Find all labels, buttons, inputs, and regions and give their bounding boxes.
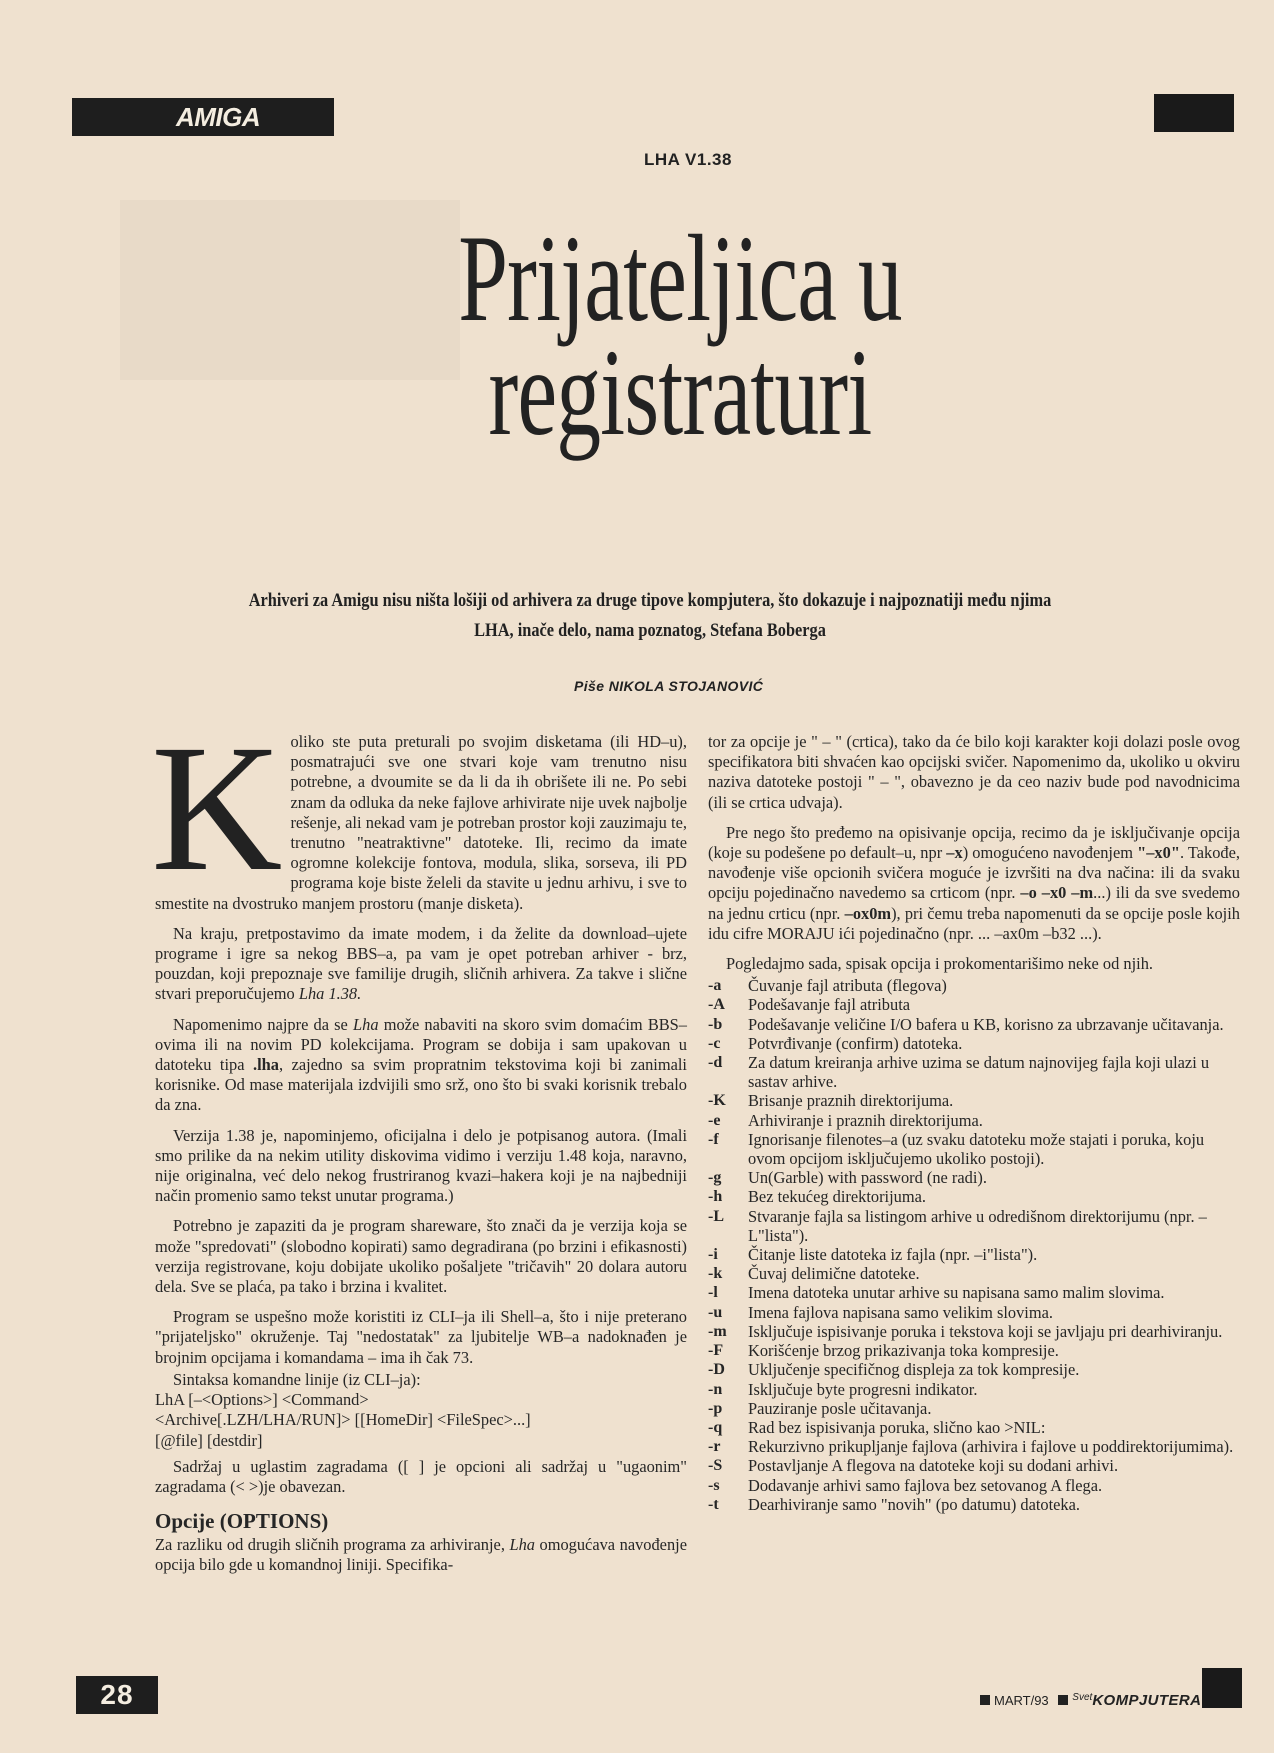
option-description: Isključuje ispisivanje poruka i tekstova koji se javljaju pri dearhiviranju. bbox=[748, 1321, 1223, 1341]
drop-cap: K bbox=[151, 708, 283, 909]
option-row bbox=[708, 1207, 1240, 1245]
square-bullet-icon bbox=[980, 1695, 990, 1705]
option-description: Dodavanje arhivi samo fajlova bez setovanog A flega. bbox=[748, 1475, 1103, 1495]
syntax-line-2: <Archive[.LZH/LHA/RUN]> [[HomeDir] <FileSpec>...] bbox=[155, 1410, 531, 1430]
right-column bbox=[708, 732, 1240, 1514]
corner-block bbox=[1202, 1668, 1242, 1708]
option-key: -u bbox=[708, 1303, 723, 1321]
emphasis: Lha bbox=[353, 1014, 379, 1034]
option-key: -d bbox=[708, 1054, 723, 1072]
option-row bbox=[708, 1360, 1240, 1379]
deck-line-2: LHA, inače delo, nama poznatog, Stefana Boberga bbox=[474, 620, 826, 641]
byline: Piše NIKOLA STOJANOVIĆ bbox=[574, 678, 764, 694]
option-row bbox=[708, 995, 1240, 1014]
emphasis: Lha bbox=[509, 1535, 535, 1555]
paragraph: Sintaksa komandne linije (iz CLI–ja): bbox=[173, 1369, 421, 1389]
option-key: -e bbox=[708, 1111, 721, 1129]
option-row bbox=[708, 1380, 1240, 1399]
bold-text: –x bbox=[946, 843, 963, 863]
option-key: -k bbox=[708, 1265, 723, 1283]
paragraph bbox=[151, 708, 687, 914]
headline bbox=[450, 210, 911, 461]
option-row bbox=[708, 1456, 1240, 1475]
option-key: -K bbox=[708, 1092, 726, 1110]
article-kicker: LHA V1.38 bbox=[644, 150, 732, 169]
option-description: Imena fajlova napisana samo velikim slovima. bbox=[748, 1302, 1053, 1322]
bold-text: "–x0" bbox=[1137, 843, 1180, 863]
paragraph-text: ), pri čemu treba napomenuti da se opcije posle kojih idu cifre MORAJU ići pojedinačno (npr. ... –ax0m –b32 ...). bbox=[708, 903, 1240, 943]
option-row bbox=[708, 1130, 1240, 1168]
option-row bbox=[708, 1111, 1240, 1130]
option-row bbox=[708, 1437, 1240, 1456]
option-row bbox=[708, 1283, 1240, 1302]
option-key: -A bbox=[708, 996, 725, 1014]
option-key: -F bbox=[708, 1342, 724, 1360]
option-description: Čitanje liste datoteka iz fajla (npr. –i"lista"). bbox=[748, 1245, 1038, 1265]
bold-text: –o –x0 –m bbox=[1020, 883, 1094, 903]
option-row bbox=[708, 1495, 1240, 1514]
paragraph: Verzija 1.38 je, napominjemo, oficijalna i delo je potpisanog autora. (Imali smo prilike da na nekim utility diskovima vidimo i verziju 1.48 koja, naravno, nije originalna, već delo nekog frustriranog kvazi–hakera koji je na najbedniji način promenio samo tekst unutar programa.) bbox=[155, 1125, 687, 1206]
option-description: Potvrđivanje (confirm) datoteka. bbox=[748, 1033, 963, 1053]
option-row bbox=[708, 1476, 1240, 1495]
deck-line-1: Arhiveri za Amigu nisu ništa lošiji od arhivera za druge tipove kompjutera, što dokazuje i najpoznatiji među njima bbox=[248, 590, 1052, 611]
paragraph: Potrebno je zapaziti da je program shareware, što znači da je verzija koja se može "spredovati" (slobodno kopirati) samo degradirana (po brzini i efikasnosti) verzija registrovane, koju dobijate ukoliko pošaljete "tričavih" 20 dolara autoru dela. Sve se plaća, pa tako i brzina i kvalitet. bbox=[155, 1216, 687, 1297]
option-description: Čuvaj delimične datoteke. bbox=[748, 1264, 920, 1284]
option-description: Dearhiviranje samo "novih" (po datumu) datoteka. bbox=[748, 1494, 1080, 1514]
footer-issue bbox=[978, 1692, 1201, 1709]
section-label: AMIGA bbox=[176, 102, 261, 132]
corner-block bbox=[1154, 94, 1234, 132]
option-key: -t bbox=[708, 1495, 719, 1513]
option-description: Za datum kreiranja arhive uzima se datum najnovijeg fajla koji ulazi u sastav arhive. bbox=[748, 1053, 1210, 1092]
subheading: Opcije (OPTIONS) bbox=[155, 1509, 329, 1534]
magazine-prefix: Svet bbox=[1072, 1692, 1093, 1703]
paragraph bbox=[155, 1535, 687, 1575]
option-key: -h bbox=[708, 1188, 723, 1206]
option-key: -s bbox=[708, 1476, 720, 1494]
option-key: -D bbox=[708, 1361, 725, 1379]
paragraph-text: omogućava navođenje opcija bilo gde u komandnoj liniji. Specifika- bbox=[155, 1535, 687, 1575]
bold-text: .lha bbox=[253, 1055, 279, 1075]
paragraph bbox=[155, 1015, 687, 1116]
option-description: Un(Garble) with password (ne radi). bbox=[748, 1168, 987, 1188]
paragraph-text: može nabaviti na skoro svim domaćim BBS–ovima ili na novim PD kolekcijama. Program se dobija i sam upakovan u datoteku tipa bbox=[155, 1014, 687, 1075]
option-key: -n bbox=[708, 1380, 723, 1398]
option-row bbox=[708, 1168, 1240, 1187]
option-key: -r bbox=[708, 1438, 721, 1456]
paragraph-text: Pre nego što pređemo na opisivanje opcija, recimo da je isključivanje opcija (koje su podešene po default–u, npr bbox=[708, 822, 1240, 863]
option-description: Podešavanje veličine I/O bafera u KB, korisno za ubrzavanje učitavanja. bbox=[748, 1014, 1224, 1034]
option-key: -q bbox=[708, 1418, 723, 1436]
bleed-through-shadow bbox=[120, 200, 460, 380]
bold-text: –ox0m bbox=[844, 903, 892, 923]
paragraph-text: oliko ste puta preturali po svojim disketama (ili HD–u), posmatrajući sve one stvari koje vam trenutno nisu potrebne, a dvoumite se da li da ih obrišete ili ne. Po sebi znam da odluka da neke fajlove arhivirate nije uvek najbolje rešenje, ali nekad vam je potreban prostor koji zauzimaju te, trenutno "neatraktivne" datoteke. Ili, recimo da imate ogromne kolekcije fontova, modula, slika, sorseva, ili PD programa koje biste želeli da stavite u jednu arhivu, i sve to smestite na dvostruko manjem prostoru (manje disketa). bbox=[155, 732, 687, 913]
section-label-bar bbox=[72, 98, 334, 136]
syntax-line-3: [@file] [destdir] bbox=[155, 1430, 263, 1450]
option-description: Stvaranje fajla sa listingom arhive u odredišnom direktorijumu (npr. –L"lista"). bbox=[748, 1206, 1207, 1245]
option-row bbox=[708, 976, 1240, 995]
option-description: Brisanje praznih direktorijuma. bbox=[748, 1091, 954, 1111]
option-key: -f bbox=[708, 1130, 719, 1148]
option-row bbox=[708, 1015, 1240, 1034]
option-key: -a bbox=[708, 977, 722, 995]
option-description: Imena datoteka unutar arhive su napisana samo malim slovima. bbox=[748, 1283, 1165, 1303]
option-row bbox=[708, 1187, 1240, 1206]
option-row bbox=[708, 1303, 1240, 1322]
option-key: -p bbox=[708, 1399, 723, 1417]
option-key: -b bbox=[708, 1015, 723, 1033]
option-description: Čuvanje fajl atributa (flegova) bbox=[748, 976, 947, 996]
option-description: Korišćenje brzog prikazivanja toka kompresije. bbox=[748, 1341, 1059, 1361]
paragraph: tor za opcije je " – " (crtica), tako da će bilo koji karakter koji dolazi posle ovog specifikatora biti shvaćen kao opcijski svičer. Napomenimo da, ukoliko u okviru naziva datoteke postoji " – ", obavezno je da ceo naziv bude pod navodnicima (ili se crtica udvaja). bbox=[708, 732, 1240, 812]
option-row bbox=[708, 1418, 1240, 1437]
option-key: -l bbox=[708, 1284, 718, 1302]
square-bullet-icon bbox=[1058, 1695, 1068, 1705]
option-description: Rad bez ispisivanja poruka, slično kao >NIL: bbox=[748, 1417, 1046, 1437]
emphasis: Lha 1.38. bbox=[298, 984, 362, 1004]
option-row bbox=[708, 1341, 1240, 1360]
syntax-line-1: LhA [–<Options>] <Command> bbox=[155, 1390, 369, 1410]
option-key: -S bbox=[708, 1457, 723, 1475]
option-description: Ignorisanje filenotes–a (uz svaku datoteku može stajati i poruka, koju ovom opcijom isključujemo ukoliko postoji). bbox=[748, 1129, 1205, 1169]
option-description: Rekurzivno prikupljanje fajlova (arhivira i fajlove u poddirektorijumima). bbox=[748, 1437, 1234, 1457]
paragraph-text: , zajedno sa svim propratnim tekstovima koji bi zanimali korisnike. Od mase materijala izdvijili smo srž, ono što bi svaki korisnik trebalo da zna. bbox=[155, 1055, 687, 1115]
headline-line-1: Prijateljica u bbox=[458, 210, 902, 347]
paragraph: Pogledajmo sada, spisak opcija i prokomentarišimo neke od njih. bbox=[726, 954, 1153, 974]
headline-line-2: registraturi bbox=[488, 324, 872, 461]
options-list bbox=[708, 976, 1240, 1514]
option-row bbox=[708, 1053, 1240, 1091]
option-description: Uključenje specifičnog displeja za tok kompresije. bbox=[748, 1360, 1080, 1380]
paragraph bbox=[708, 823, 1240, 944]
option-row bbox=[708, 1091, 1240, 1110]
paragraph-text: ) omogućeno navođenjem bbox=[962, 843, 1133, 863]
page-number: 28 bbox=[76, 1676, 158, 1714]
option-row bbox=[708, 1245, 1240, 1264]
option-description: Bez tekućeg direktorijuma. bbox=[748, 1187, 926, 1207]
issue-date: MART/93 bbox=[994, 1693, 1049, 1708]
paragraph-text: Napomenimo najpre da se bbox=[173, 1014, 348, 1034]
option-row bbox=[708, 1322, 1240, 1341]
paragraph: Program se uspešno može koristiti iz CLI–ja ili Shell–a, što i nije preterano "prijateljsko" okruženje. Taj "nedostatak" za ljubitelje WB–a nadoknađen je brojnim opcijama i komandama – ima ih čak 73. bbox=[155, 1307, 687, 1367]
deck bbox=[150, 586, 1150, 646]
option-description: Pauziranje posle učitavanja. bbox=[748, 1398, 932, 1418]
paragraph-text: Za razliku od drugih sličnih programa za arhiviranje, bbox=[155, 1535, 505, 1555]
option-key: -i bbox=[708, 1246, 718, 1264]
option-row bbox=[708, 1399, 1240, 1418]
magazine-name: KOMPJUTERA bbox=[1092, 1692, 1202, 1709]
option-key: -g bbox=[708, 1169, 722, 1187]
paragraph: Sadržaj u uglastim zagradama ([ ] je opcioni ali sadržaj u "ugaonim" zagradama (< >)je obavezan. bbox=[155, 1456, 687, 1496]
option-key: -L bbox=[708, 1207, 724, 1225]
option-row bbox=[708, 1264, 1240, 1283]
option-description: Isključuje byte progresni indikator. bbox=[748, 1379, 978, 1399]
option-key: -m bbox=[708, 1322, 727, 1340]
option-description: Postavljanje A flegova na datoteke koji su dodani arhivi. bbox=[748, 1456, 1119, 1476]
paragraph bbox=[155, 924, 687, 1005]
paragraph-text: Na kraju, pretpostavimo da imate modem, i da želite da download–ujete programe i igre sa nekog BBS–a, pa vam je opet potreban arhiver - brz, pouzdan, koji prepoznaje sve familije drugih, sličnih arhivera. Za takve i slične stvari preporučujemo bbox=[155, 923, 687, 1004]
option-description: Podešavanje fajl atributa bbox=[748, 995, 911, 1015]
paragraph-text: . Takođe, navođenje više opcionih svičera moguće je izvršiti na dva načina: ili da svaku opciju pojedinačno navedemo sa crticom (npr. bbox=[708, 843, 1240, 903]
paragraph-text: ...) ili da sve svedemo na jednu crticu (npr. bbox=[708, 883, 1240, 923]
option-row bbox=[708, 1034, 1240, 1053]
left-column bbox=[151, 708, 687, 1586]
option-description: Arhiviranje i praznih direktorijuma. bbox=[748, 1110, 983, 1130]
option-key: -c bbox=[708, 1034, 721, 1052]
